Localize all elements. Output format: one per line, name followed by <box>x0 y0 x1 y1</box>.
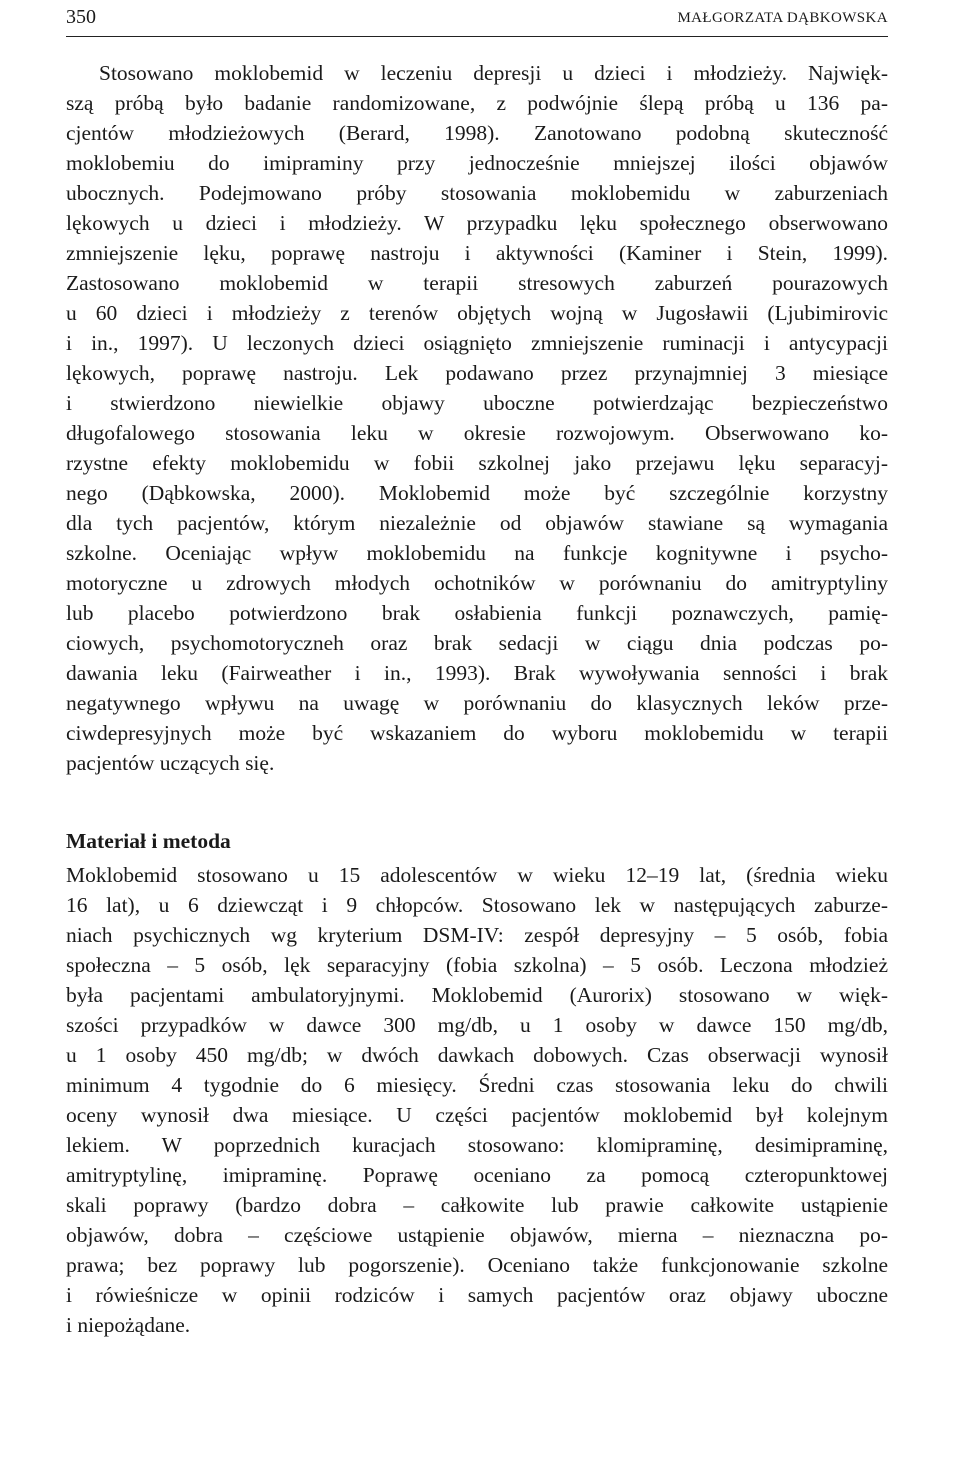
text-line: lękowych, poprawę nastroju. Lek podawano przez przynajmniej 3 miesiące <box>66 361 888 385</box>
text-line: Zastosowano moklobemid w terapii stresowych zaburzeń pourazowych <box>66 271 888 295</box>
text-line: u 1 osoby 450 mg/db; w dwóch dawkach dobowych. Czas obserwacji wynosił <box>66 1043 888 1067</box>
text-line: szkolne. Oceniając wpływ moklobemidu na funkcje kognitywne i psycho- <box>66 541 888 565</box>
running-head-author: MAŁGORZATA DĄBKOWSKA <box>677 10 888 26</box>
text-line: i niepożądane. <box>66 1313 191 1337</box>
text-line: lub placebo potwierdzono brak osłabienia funkcji poznawczych, pamię- <box>66 601 888 625</box>
header-rule <box>66 36 888 37</box>
text-line: ubocznych. Podejmowano próby stosowania moklobemidu w zaburzeniach <box>66 181 888 205</box>
text-line: i stwierdzono niewielkie objawy uboczne potwierdzając bezpieczeństwo <box>66 391 888 415</box>
text-line: objawów, dobra – częściowe ustąpienie objawów, mierna – nieznaczna po- <box>66 1223 888 1247</box>
text-line: lękowych u dzieci i młodzieży. W przypadku lęku społecznego obserwowano <box>66 211 888 235</box>
text-line: ciwdepresyjnych może być wskazaniem do wyboru moklobemidu w terapii <box>66 721 888 745</box>
text-line: Moklobemid stosowano u 15 adolescentów w wieku 12–19 lat, (średnia wieku <box>66 863 888 887</box>
text-line: była pacjentami ambulatoryjnymi. Moklobemid (Aurorix) stosowano w więk- <box>66 983 888 1007</box>
text-line: oceny wynosił dwa miesiące. U części pacjentów moklobemid był kolejnym <box>66 1103 888 1127</box>
text-line: u 60 dzieci i młodzieży z terenów objętych wojną w Jugosławii (Ljubimirovic <box>66 301 888 325</box>
text-line: niach psychicznych wg kryterium DSM-IV: zespół depresyjny – 5 osób, fobia <box>66 923 888 947</box>
text-line: zmniejszenie lęku, poprawę nastroju i aktywności (Kaminer i Stein, 1999). <box>66 241 888 265</box>
text-line: 16 lat), u 6 dziewcząt i 9 chłopców. Stosowano lek w następujących zaburze- <box>66 893 888 917</box>
text-line: rzystne efekty moklobemidu w fobii szkolnej jako przejawu lęku separacyj- <box>66 451 888 475</box>
page-number: 350 <box>66 6 96 28</box>
text-line: lekiem. W poprzednich kuracjach stosowano: klomipraminę, desimipraminę, <box>66 1133 888 1157</box>
body-paragraph-2 <box>66 860 888 1340</box>
text-line: moklobemiu do imipraminy przy jednocześnie mniejszej ilości objawów <box>66 151 888 175</box>
text-line: i in., 1997). U leczonych dzieci osiągnięto zmniejszenie ruminacji i antycypacji <box>66 331 888 355</box>
text-line: cjentów młodzieżowych (Berard, 1998). Zanotowano podobną skuteczność <box>66 121 888 145</box>
text-line: motoryczne u zdrowych młodych ochotników w porównaniu do amitryptyliny <box>66 571 888 595</box>
section-heading: Materiał i metoda <box>66 829 231 853</box>
text-line: ciowych, psychomotoryczneh oraz brak sedacji w ciągu dnia podczas po- <box>66 631 888 655</box>
body-paragraph-1 <box>66 58 888 778</box>
text-line: Stosowano moklobemid w leczeniu depresji u dzieci i młodzieży. Najwięk- <box>99 61 888 85</box>
text-line: szości przypadków w dawce 300 mg/db, u 1 osoby w dawce 150 mg/db, <box>66 1013 888 1037</box>
text-line: negatywnego wpływu na uwagę w porównaniu do klasycznych leków prze- <box>66 691 888 715</box>
text-line: pacjentów uczących się. <box>66 751 275 775</box>
text-line: długofalowego stosowania leku w okresie rozwojowym. Obserwowano ko- <box>66 421 888 445</box>
text-line: skali poprawy (bardzo dobra – całkowite lub prawie całkowite ustąpienie <box>66 1193 888 1217</box>
text-line: dawania leku (Fairweather i in., 1993). Brak wywoływania senności i brak <box>66 661 888 685</box>
text-line: szą próbą było badanie randomizowane, z podwójnie ślepą próbą u 136 pa- <box>66 91 888 115</box>
text-line: dla tych pacjentów, którym niezależnie od objawów stawiane są wymagania <box>66 511 888 535</box>
text-line: minimum 4 tygodnie do 6 miesięcy. Średni czas stosowania leku do chwili <box>66 1073 888 1097</box>
text-line: społeczna – 5 osób, lęk separacyjny (fobia szkolna) – 5 osób. Leczona młodzież <box>66 953 888 977</box>
running-header <box>66 2 888 32</box>
text-line: prawa; bez poprawy lub pogorszenie). Oceniano także funkcjonowanie szkolne <box>66 1253 888 1277</box>
text-line: nego (Dąbkowska, 2000). Moklobemid może być szczególnie korzystny <box>66 481 888 505</box>
text-line: amitryptylinę, imipraminę. Poprawę oceniano za pomocą czteropunktowej <box>66 1163 888 1187</box>
text-line: i rówieśnicze w opinii rodziców i samych pacjentów oraz objawy uboczne <box>66 1283 888 1307</box>
